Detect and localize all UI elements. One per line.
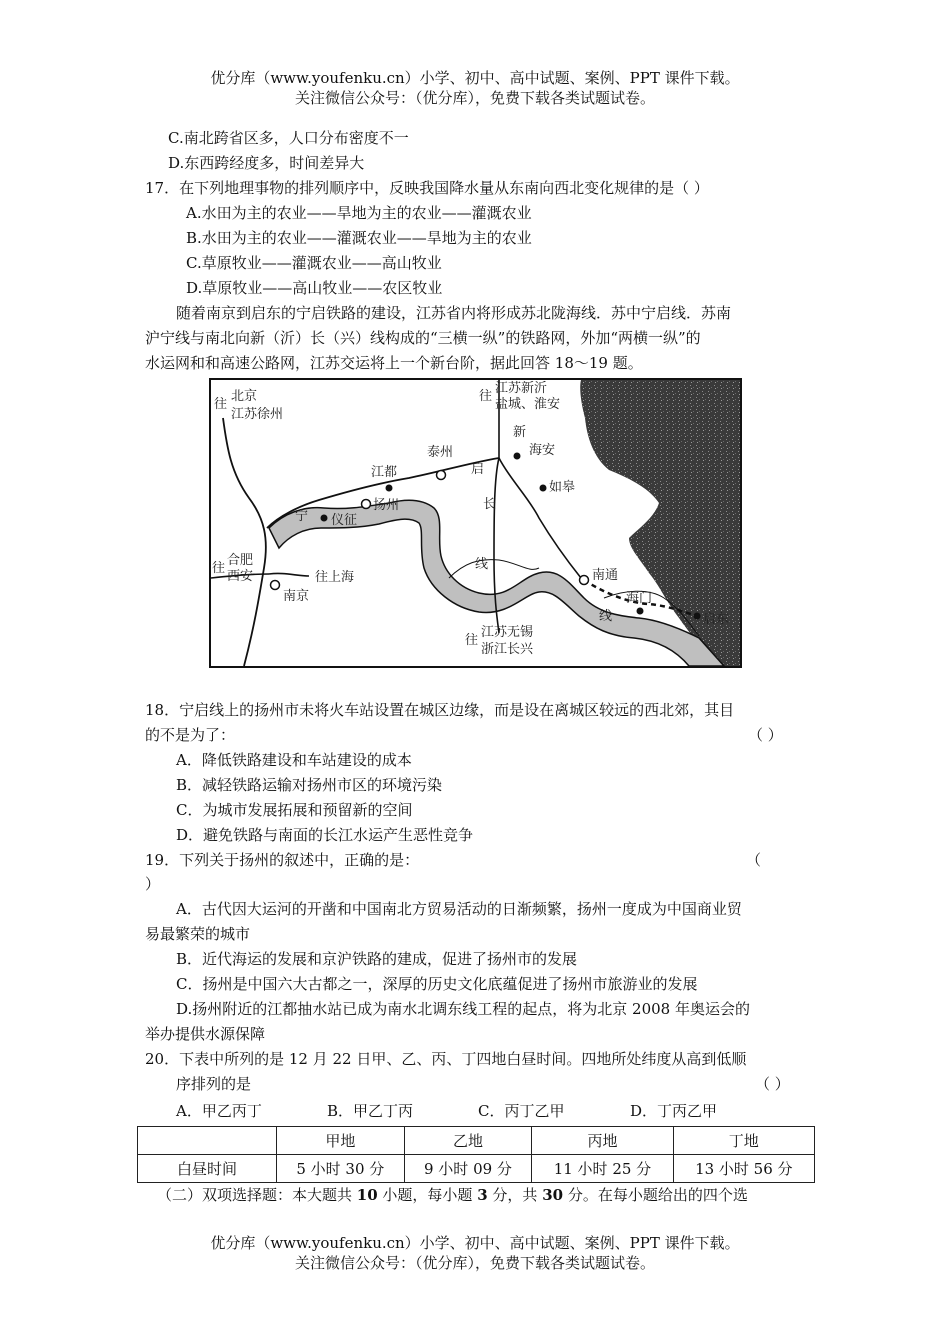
- q19-option-c: C．扬州是中国六大古都之一，深厚的历史文化底蕴促进了扬州市旅游业的发展: [176, 975, 698, 993]
- label-xin: 新: [513, 425, 527, 440]
- label-taizhou: 泰州: [427, 445, 454, 460]
- label-jiangdu: 江都: [371, 465, 398, 480]
- q18-answer-paren: （ ）: [748, 726, 783, 744]
- daylight-table: [137, 1126, 815, 1183]
- table-header-cell: 丁地: [673, 1127, 814, 1155]
- haimen-marker: [637, 608, 644, 615]
- q19-option-d-1: D.扬州附近的江都抽水站已成为南水北调东线工程的起点，将为北京 2008 年奥运会的: [176, 1000, 750, 1018]
- section2-points: 3: [477, 1186, 488, 1204]
- section2-count: 10: [356, 1186, 378, 1204]
- yizheng-marker: [321, 515, 328, 522]
- label-yancheng: 盐城、淮安: [495, 397, 561, 412]
- label-xuzhou: 江苏徐州: [231, 407, 284, 422]
- q20-option-b: B．甲乙丁丙: [327, 1102, 414, 1120]
- q20-answer-paren: （ ）: [755, 1075, 790, 1093]
- q18-option-c: C．为城市发展拓展和预留新的空间: [176, 801, 413, 819]
- table-cell: 11 小时 25 分: [532, 1155, 673, 1183]
- q20-option-a: A．甲乙丙丁: [176, 1102, 262, 1120]
- label-nanjing: 南京: [283, 589, 310, 604]
- label-haimen: 海门: [626, 591, 653, 606]
- label-qidong: 启东: [703, 612, 730, 627]
- table-row-label: 白昼时间: [138, 1155, 277, 1183]
- option-c-prev: C.南北跨省区多，人口分布密度不一: [168, 129, 409, 147]
- passage-line-1: 随着南京到启东的宁启铁路的建设，江苏省内将形成苏北陇海线．苏中宁启线．苏南: [176, 304, 732, 322]
- table-header-cell: 甲地: [277, 1127, 405, 1155]
- q20-option-d: D．丁丙乙甲: [630, 1102, 718, 1120]
- haian-marker: [514, 453, 521, 460]
- label-yizheng: 仪征: [331, 513, 358, 528]
- section2-total: 30: [542, 1186, 564, 1204]
- label-haian: 海安: [529, 443, 556, 458]
- header-line-2: 关注微信公众号：（优分库），免费下载各类试题试卷。: [294, 89, 655, 107]
- label-jsxy: 江苏新沂: [495, 381, 548, 396]
- section2-text: （二）双项选择题：本大题共: [157, 1186, 357, 1204]
- label-wang-sh: 往上海: [315, 570, 355, 585]
- label-beijing: 北京: [231, 389, 258, 404]
- q20-stem-1: 20．下表中所列的是 12 月 22 日甲、乙、丙、丁四地白昼时间。四地所处纬度从高到低顺: [145, 1050, 747, 1068]
- option-d-prev: D.东西跨经度多，时间差异大: [168, 154, 365, 172]
- qidong-marker: [694, 613, 701, 620]
- label-changxing: 浙江长兴: [481, 642, 534, 657]
- table-cell: 9 小时 09 分: [404, 1155, 532, 1183]
- q17-stem: 17．在下列地理事物的排列顺序中，反映我国降水量从东南向西北变化规律的是（ ）: [145, 179, 709, 197]
- q20-stem-2: 序排列的是: [176, 1075, 252, 1093]
- jiangdu-marker: [386, 485, 393, 492]
- label-wang-sx: 往: [479, 389, 493, 404]
- q18-stem-2: 的不是为了：: [145, 726, 236, 744]
- label-rugao: 如皋: [549, 480, 576, 495]
- label-wang-hf: 往: [212, 561, 226, 576]
- label-hefei: 合肥: [227, 553, 254, 568]
- passage-line-2: 沪宁线与南北向新（沂）长（兴）线构成的“三横一纵”的铁路网，外加“两横一纵”的: [145, 329, 701, 347]
- nantong-marker: [580, 576, 589, 585]
- q19-option-b: B．近代海运的发展和京沪铁路的建成，促进了扬州市的发展: [176, 950, 578, 968]
- q17-option-a: A.水田为主的农业——旱地为主的农业——灌溉农业: [186, 204, 532, 222]
- taizhou-marker: [437, 471, 446, 480]
- label-qi: 启: [471, 462, 485, 477]
- q19-option-a-2: 易最繁荣的城市: [145, 925, 251, 943]
- q19-option-d-2: 举办提供水源保障: [145, 1025, 266, 1043]
- label-chang: 长: [483, 497, 497, 512]
- q18-stem-1: 18．宁启线上的扬州市未将火车站设置在城区边缘，而是设在离城区较远的西北郊，其目: [145, 701, 735, 719]
- q17-option-d: D.草原牧业——高山牧业——农区牧业: [186, 279, 443, 297]
- q19-paren-open: （: [746, 851, 762, 869]
- footer-line-1: 优分库（www.youfenku.cn）小学、初中、高中试题、案例、PPT 课件下载。: [210, 1234, 740, 1252]
- label-wuxi: 江苏无锡: [481, 625, 534, 640]
- table-row: [138, 1155, 815, 1183]
- section2-text: 小题，每小题: [377, 1186, 478, 1204]
- footer-line-2: 关注微信公众号：（优分库），免费下载各类试题试卷。: [294, 1254, 655, 1272]
- header-line-1: 优分库（www.youfenku.cn）小学、初中、高中试题、案例、PPT 课件下载。: [210, 69, 740, 87]
- section2-text: 分，共: [487, 1186, 543, 1204]
- section2-text: 分。在每小题给出的四个选: [563, 1186, 748, 1204]
- label-xian-line: 线: [475, 557, 489, 572]
- label-yangzhou: 扬州: [373, 498, 400, 513]
- label-xian-line-2: 线: [599, 609, 613, 624]
- railway-map: [209, 378, 742, 668]
- q17-option-c: C.草原牧业——灌溉农业——高山牧业: [186, 254, 442, 272]
- q17-option-b: B.水田为主的农业——灌溉农业——旱地为主的农业: [186, 229, 532, 247]
- nanjing-marker: [271, 581, 280, 590]
- q18-option-a: A．降低铁路建设和车站建设的成本: [176, 751, 412, 769]
- label-xian: 西安: [227, 569, 254, 584]
- table-header-row: [138, 1127, 815, 1155]
- q20-option-c: C．丙丁乙甲: [478, 1102, 565, 1120]
- label-ning: 宁: [295, 509, 309, 524]
- q19-stem: 19．下列关于扬州的叙述中，正确的是：: [145, 851, 420, 869]
- q18-option-b: B．减轻铁路运输对扬州市区的环境污染: [176, 776, 443, 794]
- q19-option-a-1: A．古代因大运河的开凿和中国南北方贸易活动的日渐频繁，扬州一度成为中国商业贸: [176, 900, 742, 918]
- table-cell: 13 小时 56 分: [673, 1155, 814, 1183]
- q18-option-d: D．避免铁路与南面的长江水运产生恶性竞争: [176, 826, 474, 844]
- passage-line-3: 水运网和和高速公路网，江苏交运将上一个新台阶，据此回答 18～19 题。: [145, 354, 643, 372]
- table-header-cell: 丙地: [532, 1127, 673, 1155]
- rugao-marker: [540, 485, 547, 492]
- label-wang-wx: 往: [465, 633, 479, 648]
- table-cell: 5 小时 30 分: [277, 1155, 405, 1183]
- yangzhou-marker: [362, 500, 371, 509]
- label-wang-bj: 往: [214, 397, 228, 412]
- label-nantong: 南通: [592, 568, 619, 583]
- section2-intro: [157, 1185, 748, 1205]
- table-header-cell: 乙地: [404, 1127, 532, 1155]
- q19-paren-close: ）: [145, 875, 161, 893]
- table-header-cell: [138, 1127, 277, 1155]
